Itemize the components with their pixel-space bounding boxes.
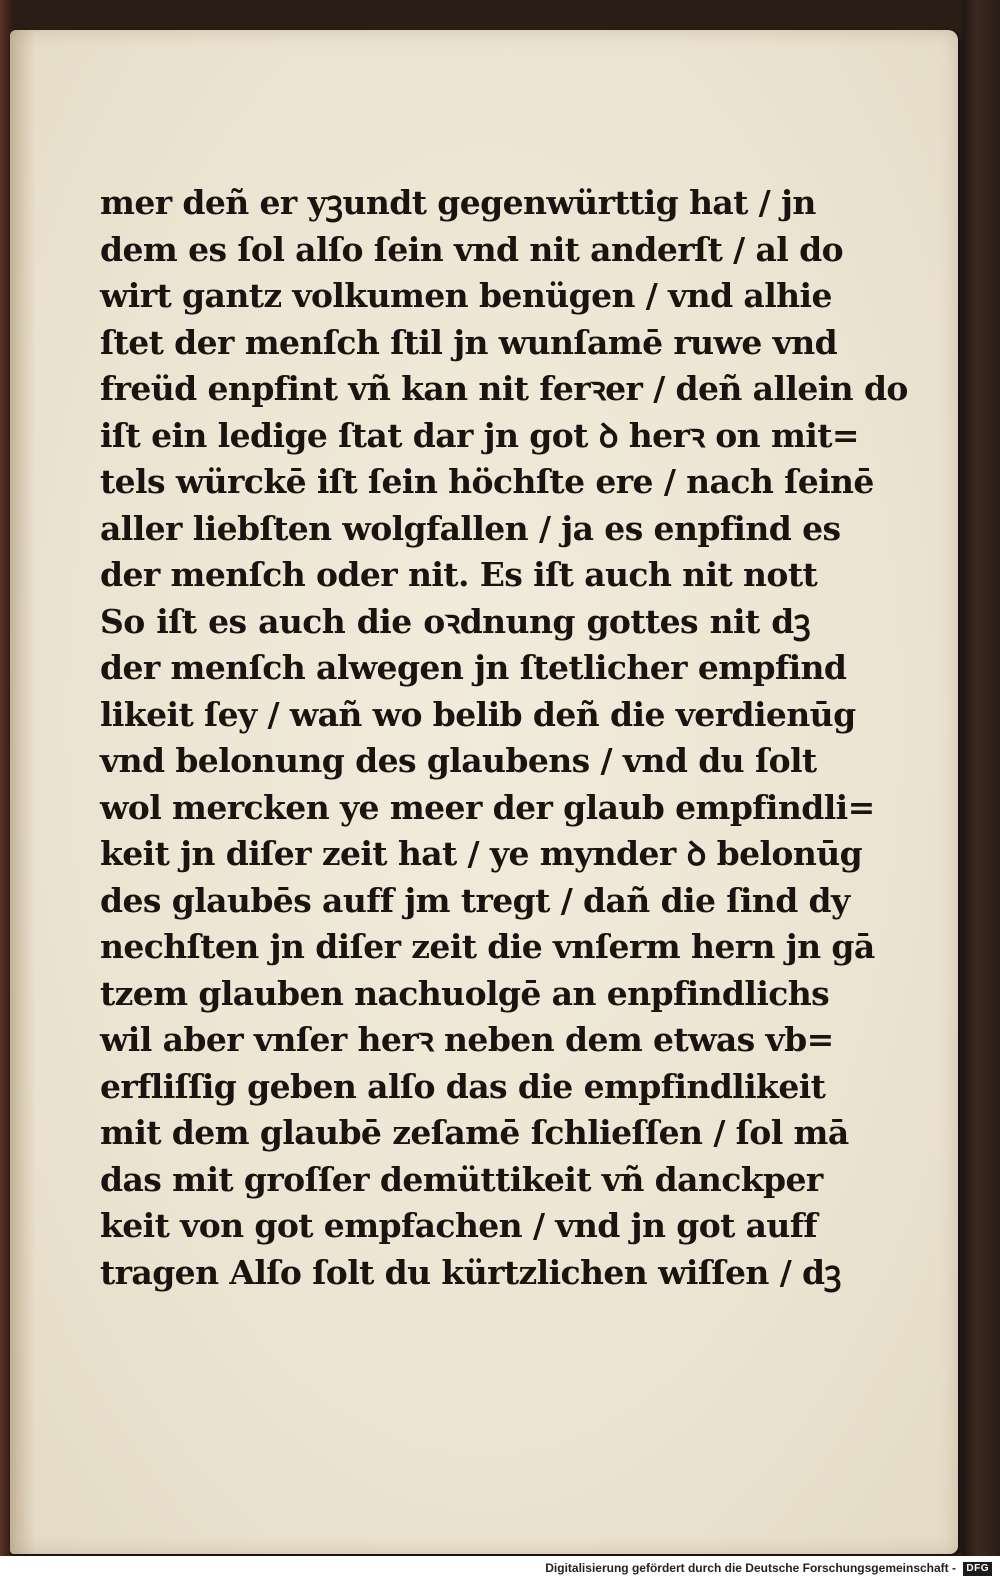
text-line: keit von got empfachen / vnd jn got auff: [100, 1206, 818, 1245]
text-line: freüd enpfint vñ kan nit ferꝛer / deñ allein do: [100, 369, 908, 408]
text-line: des glaubēs auff jm tregt / dañ die ſind dy: [100, 880, 850, 920]
text-line: likeit ſey / wañ wo belib deñ die verdienūg: [100, 694, 856, 734]
book-page: [10, 30, 958, 1554]
text-block: [100, 180, 908, 1296]
text-line: mit dem glaubē zeſamē ſchlieſſen / ſol mā: [100, 1113, 849, 1152]
text-line: der menſch oder nit. Es iſt auch nit nott: [100, 555, 818, 594]
text-line: keit jn diſer zeit hat / ye mynder ꝺ belonūg: [100, 834, 863, 873]
text-line: wol mercken ye meer der glaub empfindli=: [100, 787, 875, 827]
text-line: So iſt es auch die oꝛdnung gottes nit dꝫ: [100, 601, 810, 641]
text-line: tzem glauben nachuolgē an enpfindlichs: [100, 973, 830, 1013]
text-line: dem es ſol alſo ſein vnd nit anderſt / al do: [100, 229, 843, 269]
text-line: nechſten jn diſer zeit die vnſerm hern jn gā: [100, 927, 875, 966]
text-line: wil aber vnſer herꝛ neben dem etwas vb=: [100, 1020, 834, 1059]
text-line: tragen Alſo ſolt du kürtzlichen wiſſen / dꝫ: [100, 1252, 841, 1292]
text-line: aller liebſten wolgfallen / ja es enpfind es: [100, 508, 841, 548]
text-line: tels würckē iſt ſein höchſte ere / nach ſeinē: [100, 462, 874, 501]
footer-bar: [0, 1556, 1000, 1583]
text-line: vnd belonung des glaubens / vnd du ſolt: [100, 741, 817, 780]
text-line: mer deñ er yꝫundt gegenwürttig hat / jn: [100, 183, 816, 222]
funding-credit: Digitalisierung gefördert durch die Deutsche Forschungsgemeinschaft -: [545, 1561, 956, 1575]
dfg-logo: DFG: [963, 1562, 992, 1576]
text-line: der menſch alwegen jn ſtetlicher empfind: [100, 648, 847, 687]
book-binding-right: [962, 0, 1000, 1556]
text-line: erfliſſig geben alſo das die empfindlikeit: [100, 1066, 826, 1106]
text-line: iſt ein ledige ſtat dar jn got ꝺ herꝛ on mit=: [100, 415, 859, 455]
text-line: das mit groſſer demüttikeit vñ danckper: [100, 1159, 823, 1199]
text-line: wirt gantz volkumen benügen / vnd alhie: [100, 276, 832, 315]
text-line: ſtet der menſch ſtil jn wunſamē ruwe vnd: [100, 322, 838, 362]
